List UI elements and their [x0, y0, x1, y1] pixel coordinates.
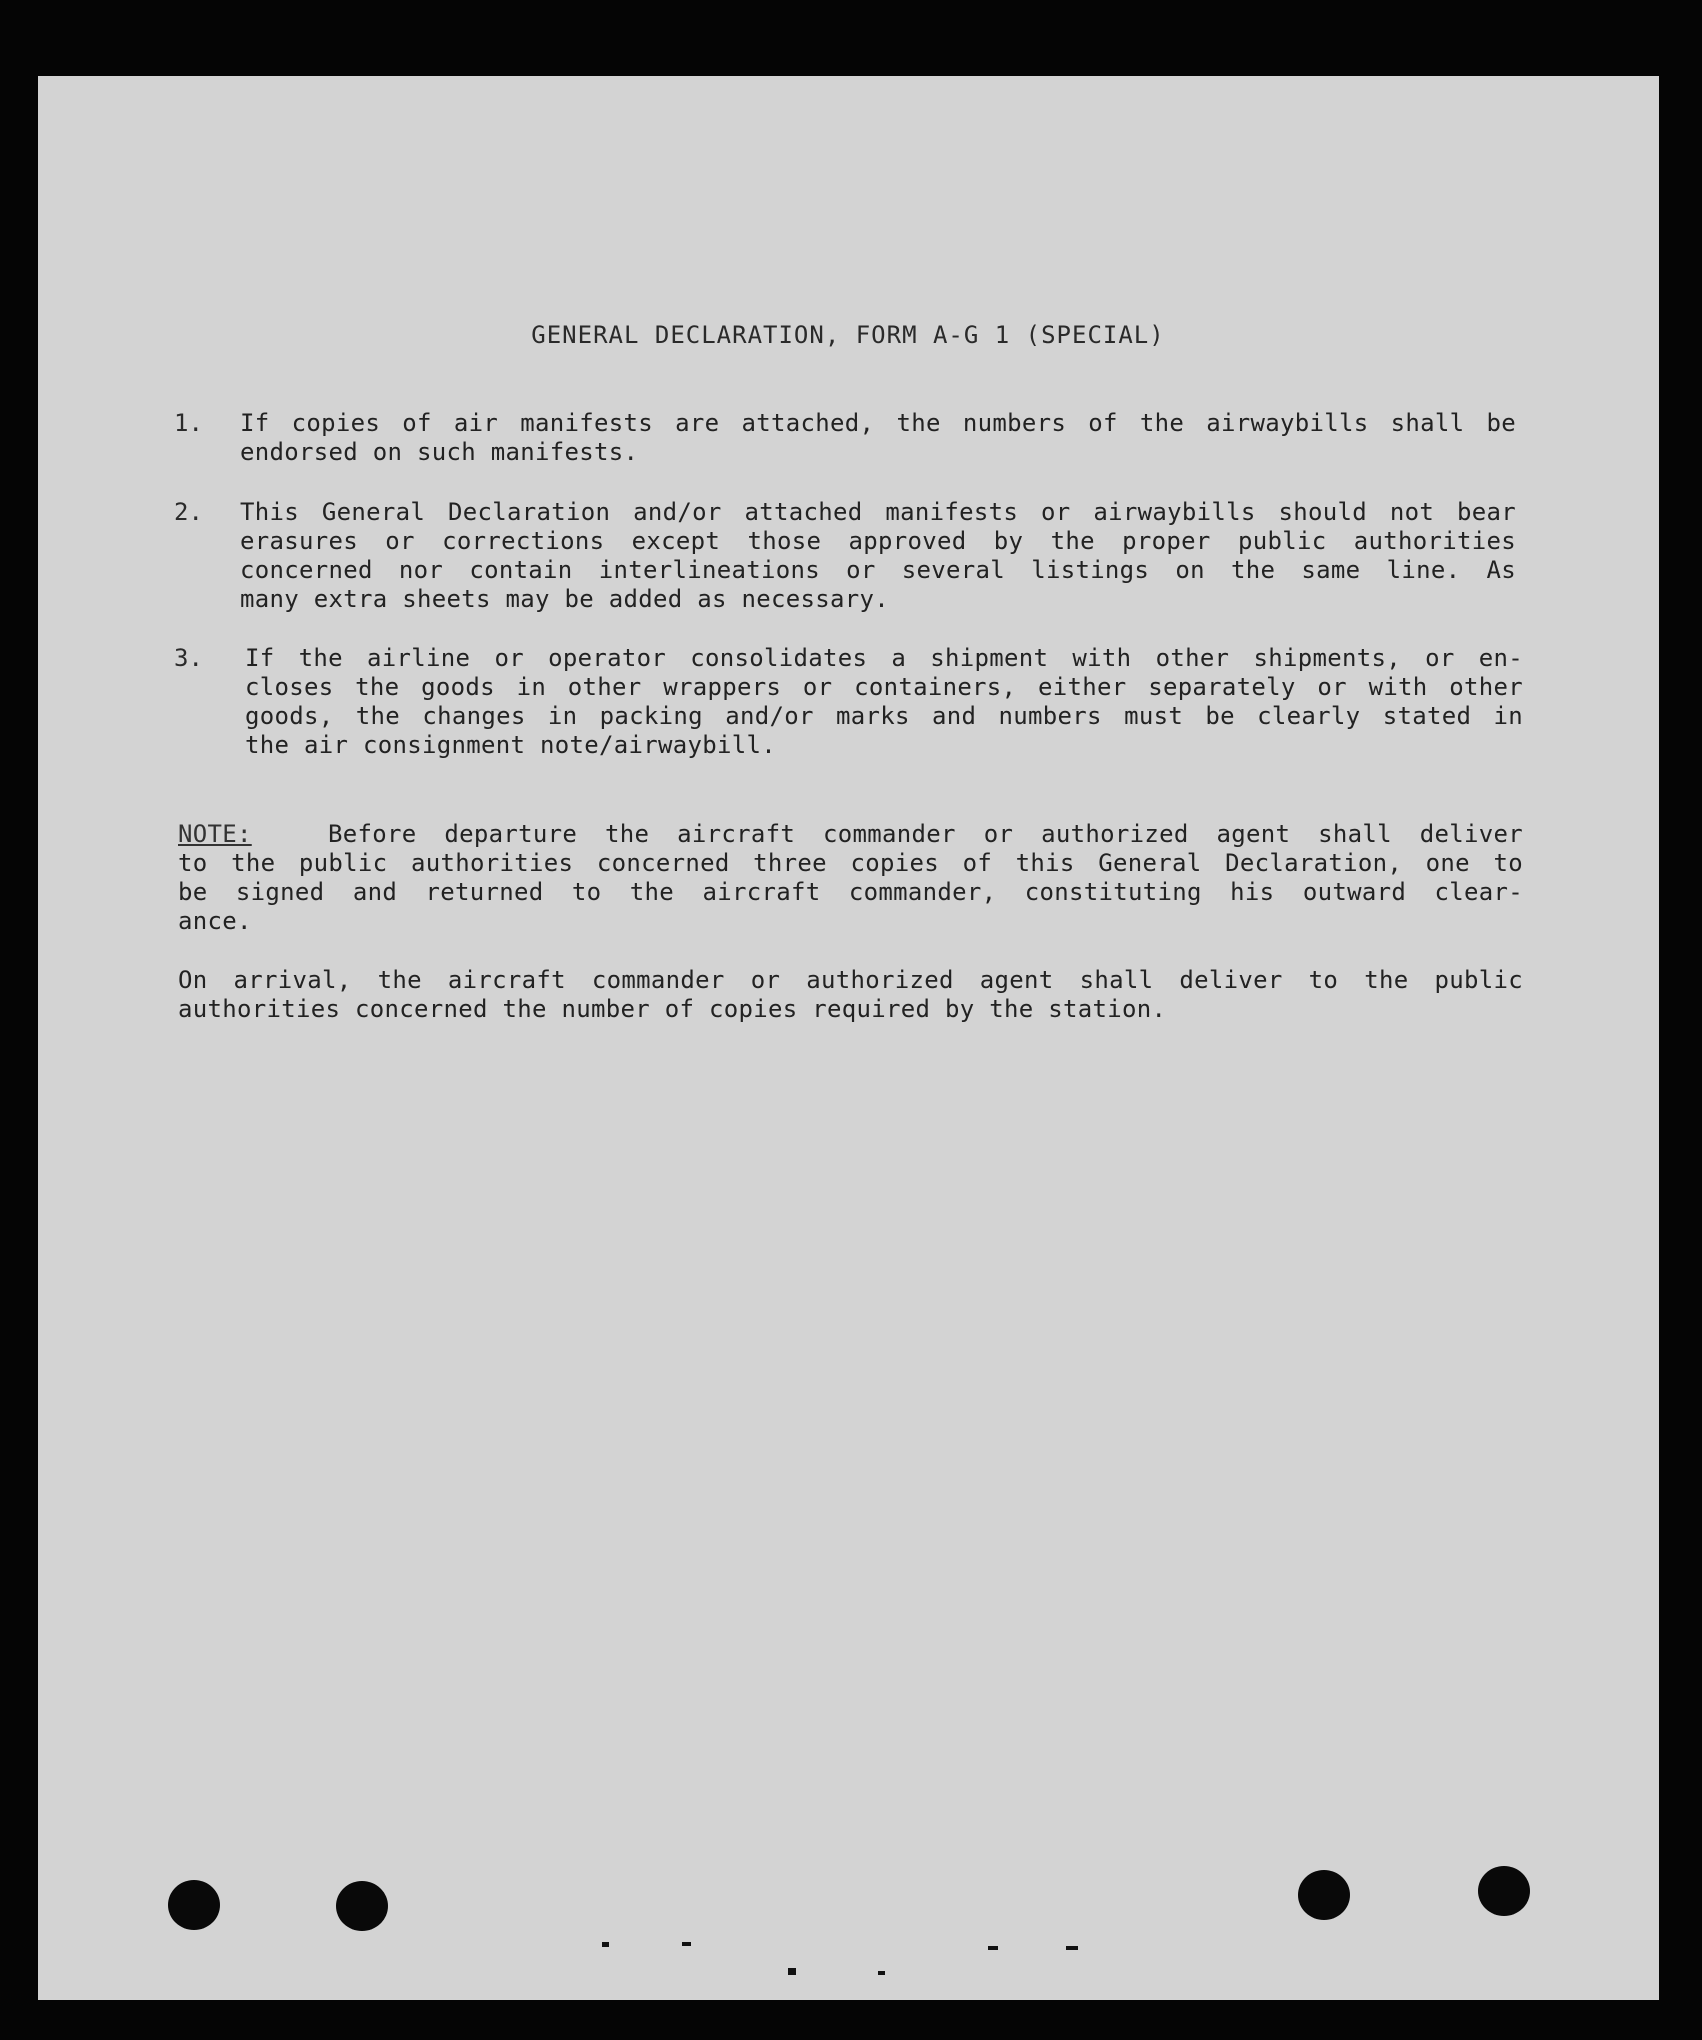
speck	[602, 1942, 609, 1947]
text-line: If the airline or operator consolidates a shipment with other shipments, or en-	[245, 644, 1523, 672]
text-line: the air consignment note/airwaybill.	[245, 731, 776, 759]
text-line: authorities concerned the number of copies required by the station.	[178, 995, 1167, 1023]
punch-hole	[1298, 1870, 1350, 1920]
speck	[1066, 1946, 1078, 1950]
text-line: closes the goods in other wrappers or containers, either separately or with other	[245, 673, 1523, 701]
text-line: On arrival, the aircraft commander or authorized agent shall deliver to the public	[178, 966, 1523, 994]
text-line: erasures or corrections except those approved by the proper public authorities	[240, 527, 1516, 555]
item-number: 2.	[174, 498, 203, 526]
item-body	[245, 644, 1523, 760]
arrival-paragraph	[178, 966, 1523, 1024]
item-number: 1.	[174, 409, 203, 437]
item-body	[240, 409, 1516, 467]
document-page	[38, 76, 1659, 2000]
document-title: GENERAL DECLARATION, FORM A-G 1 (SPECIAL)	[531, 321, 1165, 349]
text-line: ance.	[178, 907, 252, 935]
speck	[788, 1968, 796, 1975]
item-body	[240, 498, 1516, 614]
text-line: Before departure the aircraft commander or authorized agent shall deliver	[328, 820, 1523, 848]
text-line: If copies of air manifests are attached, the numbers of the airwaybills shall be	[240, 409, 1516, 437]
punch-hole	[1478, 1866, 1530, 1916]
text-line: be signed and returned to the aircraft commander, constituting his outward clear-	[178, 878, 1523, 906]
text-line: concerned nor contain interlineations or several listings on the same line. As	[240, 556, 1516, 584]
text-line: to the public authorities concerned three copies of this General Declaration, one to	[178, 849, 1523, 877]
text-line: goods, the changes in packing and/or marks and numbers must be clearly stated in	[245, 702, 1523, 730]
note-first-line	[178, 820, 1523, 849]
speck	[682, 1942, 691, 1946]
speck	[988, 1946, 998, 1950]
text-line: endorsed on such manifests.	[240, 438, 639, 466]
item-number: 3.	[174, 644, 203, 672]
speck	[878, 1971, 885, 1975]
note-label: NOTE:	[178, 820, 252, 848]
punch-hole	[168, 1880, 220, 1930]
text-line: many extra sheets may be added as necessary.	[240, 585, 889, 613]
text-line: This General Declaration and/or attached manifests or airwaybills should not bear	[240, 498, 1516, 526]
punch-hole	[336, 1881, 388, 1931]
note-paragraph	[178, 820, 1523, 936]
